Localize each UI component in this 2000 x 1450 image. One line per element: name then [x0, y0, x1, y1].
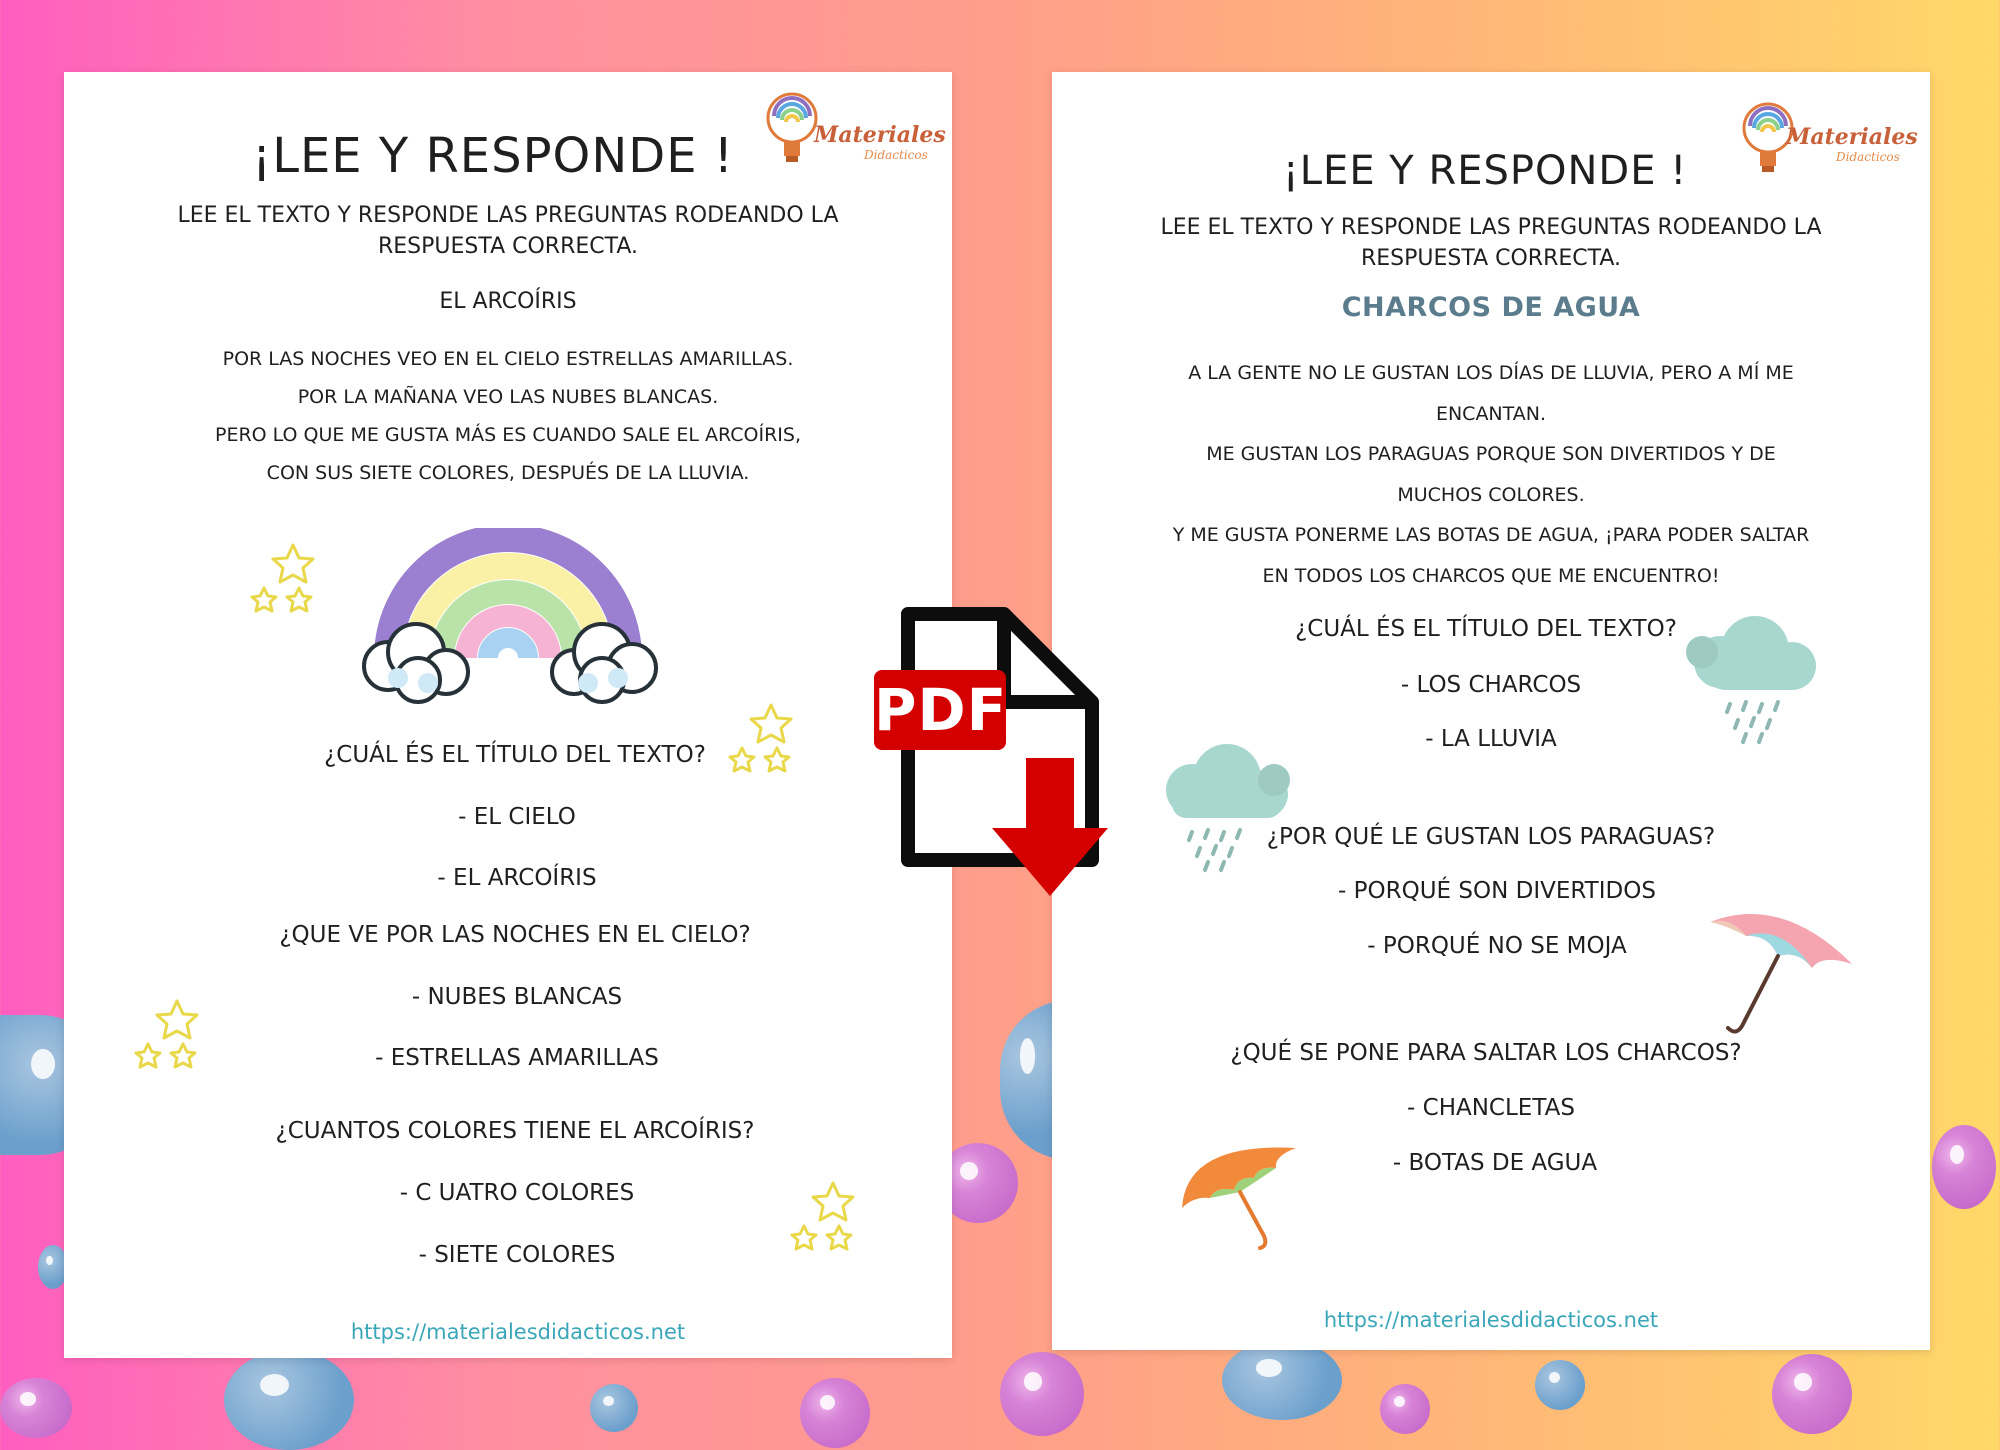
website-link[interactable]: https://materialesdidacticos.net: [350, 1320, 686, 1344]
story-line: ME GUSTAN LOS PARAGUAS PORQUE SON DIVERTIDOS Y DE: [1206, 443, 1776, 465]
bg-bubble: [1380, 1384, 1430, 1434]
story-line: EN TODOS LOS CHARCOS QUE ME ENCUENTRO!: [1262, 565, 1720, 587]
worksheet-left: [64, 72, 952, 1358]
story-line: POR LA MAÑANA VEO LAS NUBES BLANCAS.: [297, 386, 719, 408]
question: ¿CUÁL ÉS EL TÍTULO DEL TEXTO?: [1295, 616, 1677, 642]
bg-bubble: [1535, 1360, 1585, 1410]
answer-option[interactable]: - C UATRO COLORES: [399, 1180, 635, 1206]
answer-option[interactable]: - LA LLUVIA: [1425, 726, 1557, 752]
pdf-label: PDF: [874, 676, 1008, 744]
question: ¿QUÉ SE PONE PARA SALTAR LOS CHARCOS?: [1230, 1040, 1742, 1066]
rainbow-illustration: [348, 528, 668, 708]
page-title: ¡LEE Y RESPONDE !: [1282, 148, 1688, 194]
story-title: EL ARCOÍRIS: [439, 289, 577, 314]
logo-text: Materiales: [1786, 124, 1918, 150]
instructions-line: RESPUESTA CORRECTA.: [1360, 246, 1622, 271]
instructions-line: LEE EL TEXTO Y RESPONDE LAS PREGUNTAS RODEANDO LA: [177, 203, 839, 228]
worksheet-right: [1052, 72, 1930, 1350]
question: ¿POR QUÉ LE GUSTAN LOS PARAGUAS?: [1266, 824, 1716, 850]
answer-option[interactable]: - CHANCLETAS: [1407, 1095, 1575, 1121]
instructions-line: LEE EL TEXTO Y RESPONDE LAS PREGUNTAS RODEANDO LA: [1160, 215, 1822, 240]
website-link[interactable]: https://materialesdidacticos.net: [1323, 1308, 1659, 1332]
answer-option[interactable]: - BOTAS DE AGUA: [1392, 1150, 1598, 1176]
umbrella-icon: [1702, 904, 1862, 1034]
story-line: Y ME GUSTA PONERME LAS BOTAS DE AGUA, ¡PARA PODER SALTAR: [1172, 524, 1810, 546]
answer-option[interactable]: - LOS CHARCOS: [1400, 672, 1582, 698]
story-title: CHARCOS DE AGUA: [1341, 292, 1641, 323]
question: ¿CUÁL ÉS EL TÍTULO DEL TEXTO?: [324, 742, 706, 768]
story-line: ENCANTAN.: [1435, 403, 1547, 425]
bg-bubble: [1222, 1340, 1342, 1420]
answer-option[interactable]: - EL CIELO: [458, 804, 576, 830]
page-title: ¡LEE Y RESPONDE !: [251, 128, 735, 184]
logo-subtext: Didacticos: [864, 148, 928, 162]
bg-bubble: [0, 1378, 72, 1438]
logo-subtext: Didacticos: [1836, 150, 1900, 164]
story-line: MUCHOS COLORES.: [1397, 484, 1585, 506]
logo-text: Materiales: [814, 122, 946, 148]
pdf-download-icon[interactable]: [862, 600, 1142, 900]
rain-cloud-icon: [1152, 740, 1302, 880]
bg-bubble: [800, 1378, 870, 1448]
story-line: POR LAS NOCHES VEO EN EL CIELO ESTRELLAS AMARILLAS.: [222, 348, 794, 370]
bg-bubble: [1772, 1354, 1852, 1434]
stars-decoration: [250, 542, 320, 622]
answer-option[interactable]: - NUBES BLANCAS: [411, 984, 623, 1010]
story-line: PERO LO QUE ME GUSTA MÁS ES CUANDO SALE EL ARCOÍRIS,: [214, 424, 802, 446]
answer-option[interactable]: - EL ARCOÍRIS: [437, 865, 597, 891]
story-line: CON SUS SIETE COLORES, DESPUÉS DE LA LLUVIA.: [266, 462, 750, 484]
answer-option[interactable]: - PORQUÉ NO SE MOJA: [1367, 933, 1627, 959]
instructions-line: RESPUESTA CORRECTA.: [377, 234, 639, 259]
question: ¿QUE VE POR LAS NOCHES EN EL CIELO?: [279, 922, 751, 948]
story-line: A LA GENTE NO LE GUSTAN LOS DÍAS DE LLUVIA, PERO A MÍ ME: [1188, 362, 1794, 384]
bg-bubble: [1000, 1352, 1084, 1436]
question: ¿CUANTOS COLORES TIENE EL ARCOÍRIS?: [275, 1118, 755, 1144]
answer-option[interactable]: - SIETE COLORES: [418, 1242, 616, 1268]
bg-bubble: [224, 1350, 354, 1450]
bg-bubble: [1932, 1125, 1996, 1209]
bg-bubble: [590, 1384, 638, 1432]
answer-option[interactable]: - ESTRELLAS AMARILLAS: [375, 1045, 659, 1071]
answer-option[interactable]: - PORQUÉ SON DIVERTIDOS: [1338, 878, 1656, 904]
